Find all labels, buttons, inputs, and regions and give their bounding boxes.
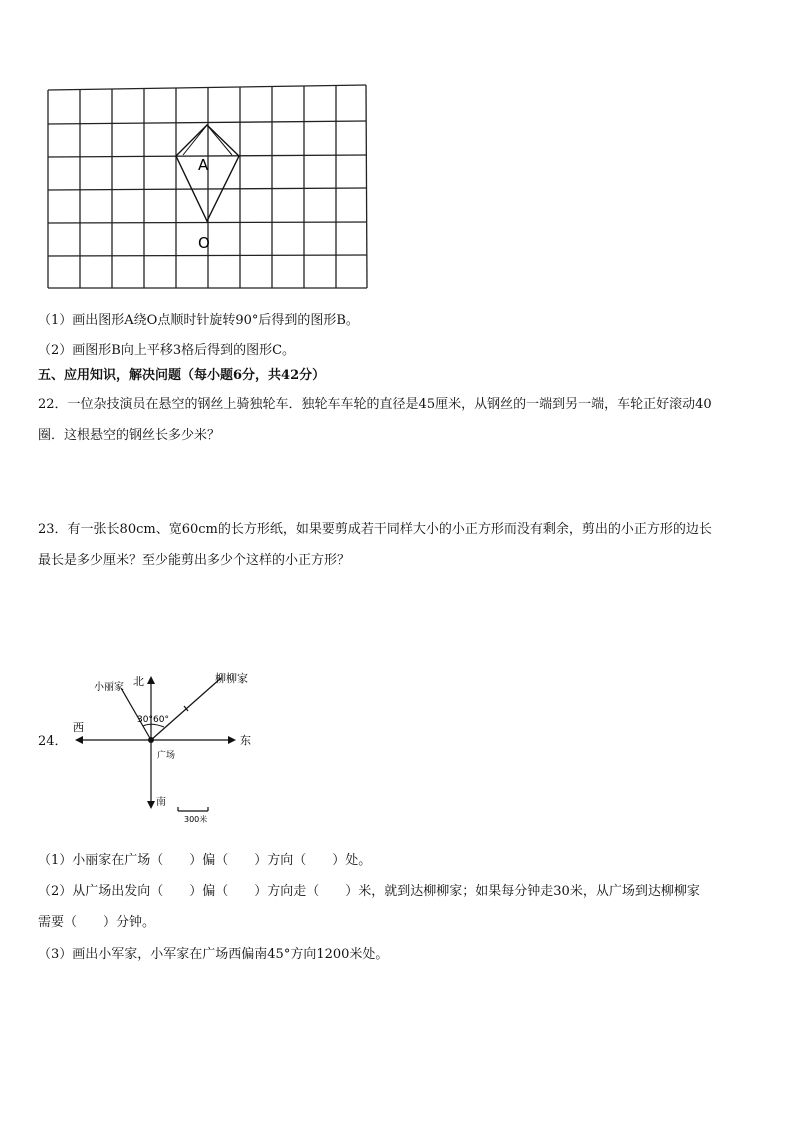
q24-part2-line2: 需要（ ）分钟。 bbox=[38, 915, 156, 930]
label-angle-30: 30° bbox=[137, 715, 153, 725]
label-a: A bbox=[198, 156, 209, 174]
label-north: 北 bbox=[133, 675, 144, 688]
q23-line1: 23．有一张长80cm、宽60cm的长方形纸，如果要剪成若干同样大小的小正方形而没有剩余，剪出的小正方形的边长 bbox=[38, 522, 712, 537]
label-east: 东 bbox=[240, 734, 251, 747]
q21-part1: （1）画出图形A绕O点顺时针旋转90°后得到的图形B。 bbox=[38, 313, 359, 328]
q22-line2: 圈．这根悬空的钢丝长多少米？ bbox=[38, 428, 221, 443]
label-west: 西 bbox=[73, 721, 84, 734]
label-xiaoli-home: 小丽家 bbox=[94, 682, 124, 693]
kite-inner-line-left bbox=[183, 125, 207, 155]
section5-heading: 五、应用知识，解决问题（每小题6分，共42分） bbox=[38, 368, 326, 383]
q22-line1: 22．一位杂技演员在悬空的钢丝上骑独轮车．独轮车车轮的直径是45厘米，从钢丝的一端到另一端，车轮正好滚动40 bbox=[38, 397, 712, 412]
grid-lines bbox=[48, 85, 367, 288]
q23-line2: 最长是多少厘米？至少能剪出多少个这样的小正方形？ bbox=[38, 553, 351, 568]
center-point bbox=[148, 737, 154, 743]
q24-part1: （1）小丽家在广场（ ）偏（ ）方向（ ）处。 bbox=[38, 853, 372, 868]
kite-inner-line-right bbox=[207, 125, 232, 155]
label-liuliu-home: 柳柳家 bbox=[215, 672, 248, 685]
xiaoli-ray bbox=[121, 688, 151, 740]
east-arrow-icon bbox=[228, 736, 236, 744]
label-scale: 300米 bbox=[184, 815, 208, 824]
west-arrow-icon bbox=[75, 736, 83, 744]
q21-part2: （2）画图形B向上平移3格后得到的图形C。 bbox=[38, 343, 296, 358]
label-angle-60: 60° bbox=[153, 715, 169, 725]
direction-map bbox=[0, 660, 794, 840]
south-arrow-icon bbox=[147, 801, 155, 809]
north-arrow-icon bbox=[147, 676, 155, 684]
label-o: O bbox=[198, 234, 210, 252]
q24-part2-line1: （2）从广场出发向（ ）偏（ ）方向走（ ）米，就到达柳柳家；如果每分钟走30米，从广场到达柳柳家 bbox=[38, 884, 700, 899]
q24-number: 24． bbox=[38, 734, 68, 749]
grid-figure bbox=[0, 0, 794, 300]
label-center: 广场 bbox=[157, 751, 176, 761]
label-south: 南 bbox=[156, 797, 166, 808]
q24-part3: （3）画出小军家，小军家在广场西偏南45°方向1200米处。 bbox=[38, 947, 389, 962]
